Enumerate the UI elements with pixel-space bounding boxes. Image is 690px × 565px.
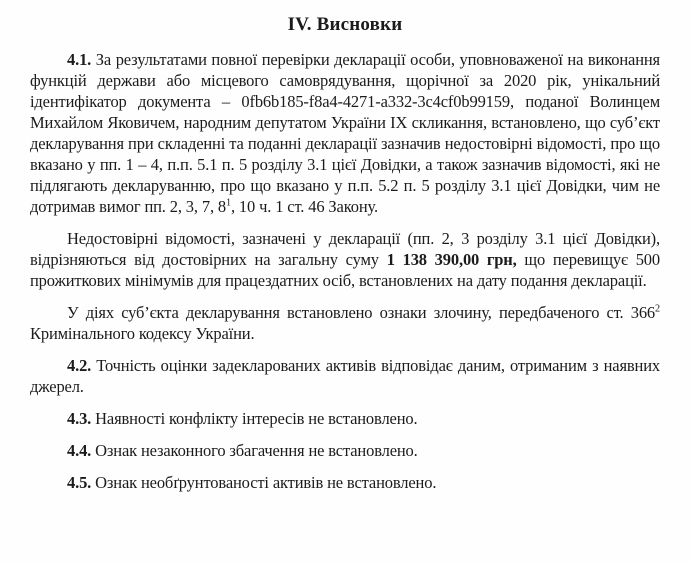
text-run: Ознак незаконного збагачення не встановлено. [91, 441, 418, 460]
paragraph [30, 440, 660, 461]
bold-run: 4.1. [67, 50, 92, 69]
paragraph [30, 302, 660, 344]
text-run: Точність оцінки задекларованих активів відповідає даним, отриманим з наявних джерел. [30, 356, 660, 396]
bold-run: 4.2. [67, 356, 92, 375]
text-run: що перевищує 500 прожиткових мінімумів для працездатних осіб, встановлених на дату подання декларації. [30, 250, 660, 290]
text-run: У діях суб’єкта декларування встановлено ознаки злочину, передбаченого ст. 366 [67, 303, 656, 322]
bold-run: 4.4. [67, 441, 92, 460]
text-run: Кримінального кодексу України. [30, 324, 255, 343]
text-run: Наявності конфлікту інтересів не встановлено. [91, 409, 418, 428]
text-run: Недостовірні відомості, зазначені у декларації (пп. 2, 3 розділу 3.1 цієї Довідки), відрізняються від достовірних на загальну суму [30, 229, 660, 269]
paragraph [30, 408, 660, 429]
section-title: IV. Висновки [287, 14, 403, 35]
bold-run: 4.3. [67, 409, 92, 428]
document-body [30, 49, 660, 493]
superscript-run: 2 [655, 303, 660, 315]
paragraph [30, 472, 660, 493]
bold-run: 1 138 390,00 грн, [386, 250, 517, 269]
paragraph [30, 228, 660, 291]
bold-run: 4.5. [67, 473, 92, 492]
paragraph [30, 355, 660, 397]
text-run: За результатами повної перевірки декларації особи, уповноваженої на виконання функцій держави або місцевого самоврядування, щорічної за 2020 рік, унікальний ідентифікатор документа – 0fb6b185-f8a4-4271-a332-3c4cf0b99159, поданої Волинцем Михайлом Яковичем, народним депутатом України IX скликання, встановлено, що суб’єкт декларування при складенні та поданні декларації зазначив недостовірні відомості, про що вказано у пп. 1 – 4, п.п. 5.1 п. 5 розділу 3.1 цієї Довідки, а також зазначив відомості, які не підлягають декларуванню, про що вказано у п.п. 5.2 п. 5 розділу 3.1 цієї Довідки, чим не дотримав вимог пп. 2, 3, 7, 8 [30, 50, 660, 216]
superscript-run: 1 [226, 197, 231, 209]
paragraph [30, 49, 660, 217]
text-run: , 10 ч. 1 ст. 46 Закону. [230, 197, 378, 216]
text-run: Ознак необґрунтованості активів не встановлено. [91, 473, 437, 492]
